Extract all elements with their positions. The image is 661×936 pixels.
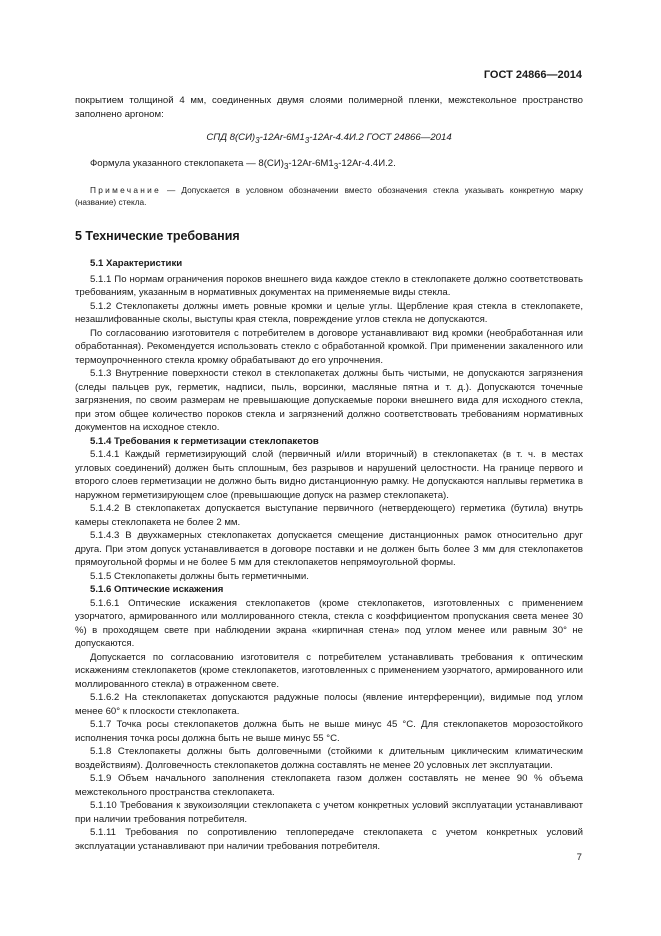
note <box>75 184 583 208</box>
para-5-1-6-1b: Допускается по согласованию изготовителя с потребителем устанавливать требования к оптическим искажениям стеклопакетов (кроме стеклопакетов, изготовленных с применением узорчатого, армированного или моллированного стекла) в отраженном свете. <box>75 651 583 690</box>
para-5-1-4-2: 5.1.4.2 В стеклопакетах допускается выступание первичного (нетвердеющего) герметика (бутила) внутрь камеры стеклопакета не более 2 мм. <box>75 503 583 528</box>
para-5-1-2: 5.1.2 Стеклопакеты должны иметь ровные кромки и целые углы. Щербление края стекла в стеклопакете, незашлифованные сколы, выступы края стекла, повреждение углов стекла не допускаются. <box>75 300 583 326</box>
para-5-1-4-3: 5.1.4.3 В двухкамерных стеклопакетах допускается смещение дистанционных рамок относительно друг друга. При этом допуск устанавливается в договоре поставки и не должен быть более 3 мм для стеклопакетов прямоугольной формы и не более 5 мм для стеклопакетов непрямоугольной формы. <box>75 530 583 569</box>
para-5-1-10: 5.1.10 Требования к звукоизоляции стеклопакета с учетом конкретных условий эксплуатации устанавливают при наличии требования потребителя. <box>75 800 583 825</box>
formula-statement: Формула указанного стеклопакета — $8(СИ)_3-12Ar-6M1_3-12Ar-4.4И.2$. <box>90 158 396 172</box>
para-5-1-4-1: 5.1.4.1 Каждый герметизирующий слой (первичный и/или вторичный) в стеклопакетах (в т. ч. в местах угловых соединений) должен быть сплошным, без разрывов и нарушений целостности. На границе первого и второго слоев герметизации не должно быть видно дистанционную рамку. Не допускаются наплывы герметика в наружном герметизирующем слое (превышающие допуск на размер стеклопакета). <box>75 449 583 501</box>
para-5-1-9: 5.1.9 Объем начального заполнения стеклопакета газом должен составлять не менее 90 % объема межстекольного пространства стеклопакета. <box>75 773 583 798</box>
para-5-1-5: 5.1.5 Стеклопакеты должны быть герметичными. <box>90 570 309 582</box>
designation-formula: СПД $8(СИ)_3-12Ar-6M1_3-12Ar-4.4И.2$ ГОСТ 24866—2014 <box>206 132 452 145</box>
page-content <box>75 94 583 853</box>
note-label: Примечание <box>90 184 162 195</box>
para-5-1-6-1: 5.1.6.1 Оптические искажения стеклопакетов (кроме стеклопакетов, изготовленных с применением узорчатого, армированного или моллированного стекла, стекла с коэффициентом пропускания света менее 30 %) в проходящем свете при наблюдении экрана «кирпичная стена» под углом менее или равным 30° не допускаются. <box>75 597 583 650</box>
para-5-1-2b: По согласованию изготовителя с потребителем в договоре устанавливают вид кромки (необработанная или обработанная). Рекомендуется использовать стекло с обработанной кромкой. При применении закаленного или термоупрочненного стекла кромку обрабатывают до его упрочнения. <box>75 327 583 366</box>
subsection-5-1-6: 5.1.6 Оптические искажения <box>90 584 224 596</box>
para-5-1-11: 5.1.11 Требования по сопротивлению теплопередаче стеклопакета с учетом конкретных условий эксплуатации устанавливают при наличии требования потребителя. <box>75 827 583 852</box>
para-5-1-8: 5.1.8 Стеклопакеты должны быть долговечными (стойкими к длительным циклическим климатическим воздействиям). Долговечность стеклопакетов должна составлять не менее 20 условных лет эксплуатации. <box>75 746 583 771</box>
para-5-1-6-2: 5.1.6.2 На стеклопакетах допускаются радужные полосы (явление интерференции), видимые под углом менее 60° к плоскости стеклопакета. <box>75 692 583 717</box>
subsection-5-1-4: 5.1.4 Требования к герметизации стеклопакетов <box>90 435 319 447</box>
para-5-1-3: 5.1.3 Внутренние поверхности стекол в стеклопакетах должны быть чистыми, не допускаются загрязнения (следы пальцев рук, герметик, надписи, пыль, ворсинки, масляные пятна и т. д.). Допускаются точечные загрязнения, по своим размерам не превышающие допускаемые пороки внешнего вида для исходного стекла, при этом общее количество пороков стекла и загрязнений должно соответствовать требованиям нормативных документов на исходное стекло. <box>75 368 583 434</box>
page-number: 7 <box>576 852 582 863</box>
para-5-1-1: 5.1.1 По нормам ограничения пороков внешнего вида каждое стекло в стеклопакете должно соответствовать требованиям, указанным в нормативных документах на применяемые виды стекла. <box>75 273 583 299</box>
intro-paragraph: покрытием толщиной 4 мм, соединенных двумя слоями полимерной пленки, межстекольное пространство заполнено аргоном: <box>75 95 583 120</box>
section-title: 5 Технические требования <box>75 228 240 243</box>
document-header: ГОСТ 24866—2014 <box>483 69 582 81</box>
note-text: — Допускается в условном обозначении вместо обозначения стекла указывать конкретную марку (название) стекла. <box>75 184 583 207</box>
para-5-1-7: 5.1.7 Точка росы стеклопакетов должна быть не выше минус 45 °С. Для стеклопакетов морозостойкого исполнения точка росы должна быть не выше минус 55 °С. <box>75 719 583 744</box>
subsection-5-1: 5.1 Характеристики <box>90 258 183 270</box>
